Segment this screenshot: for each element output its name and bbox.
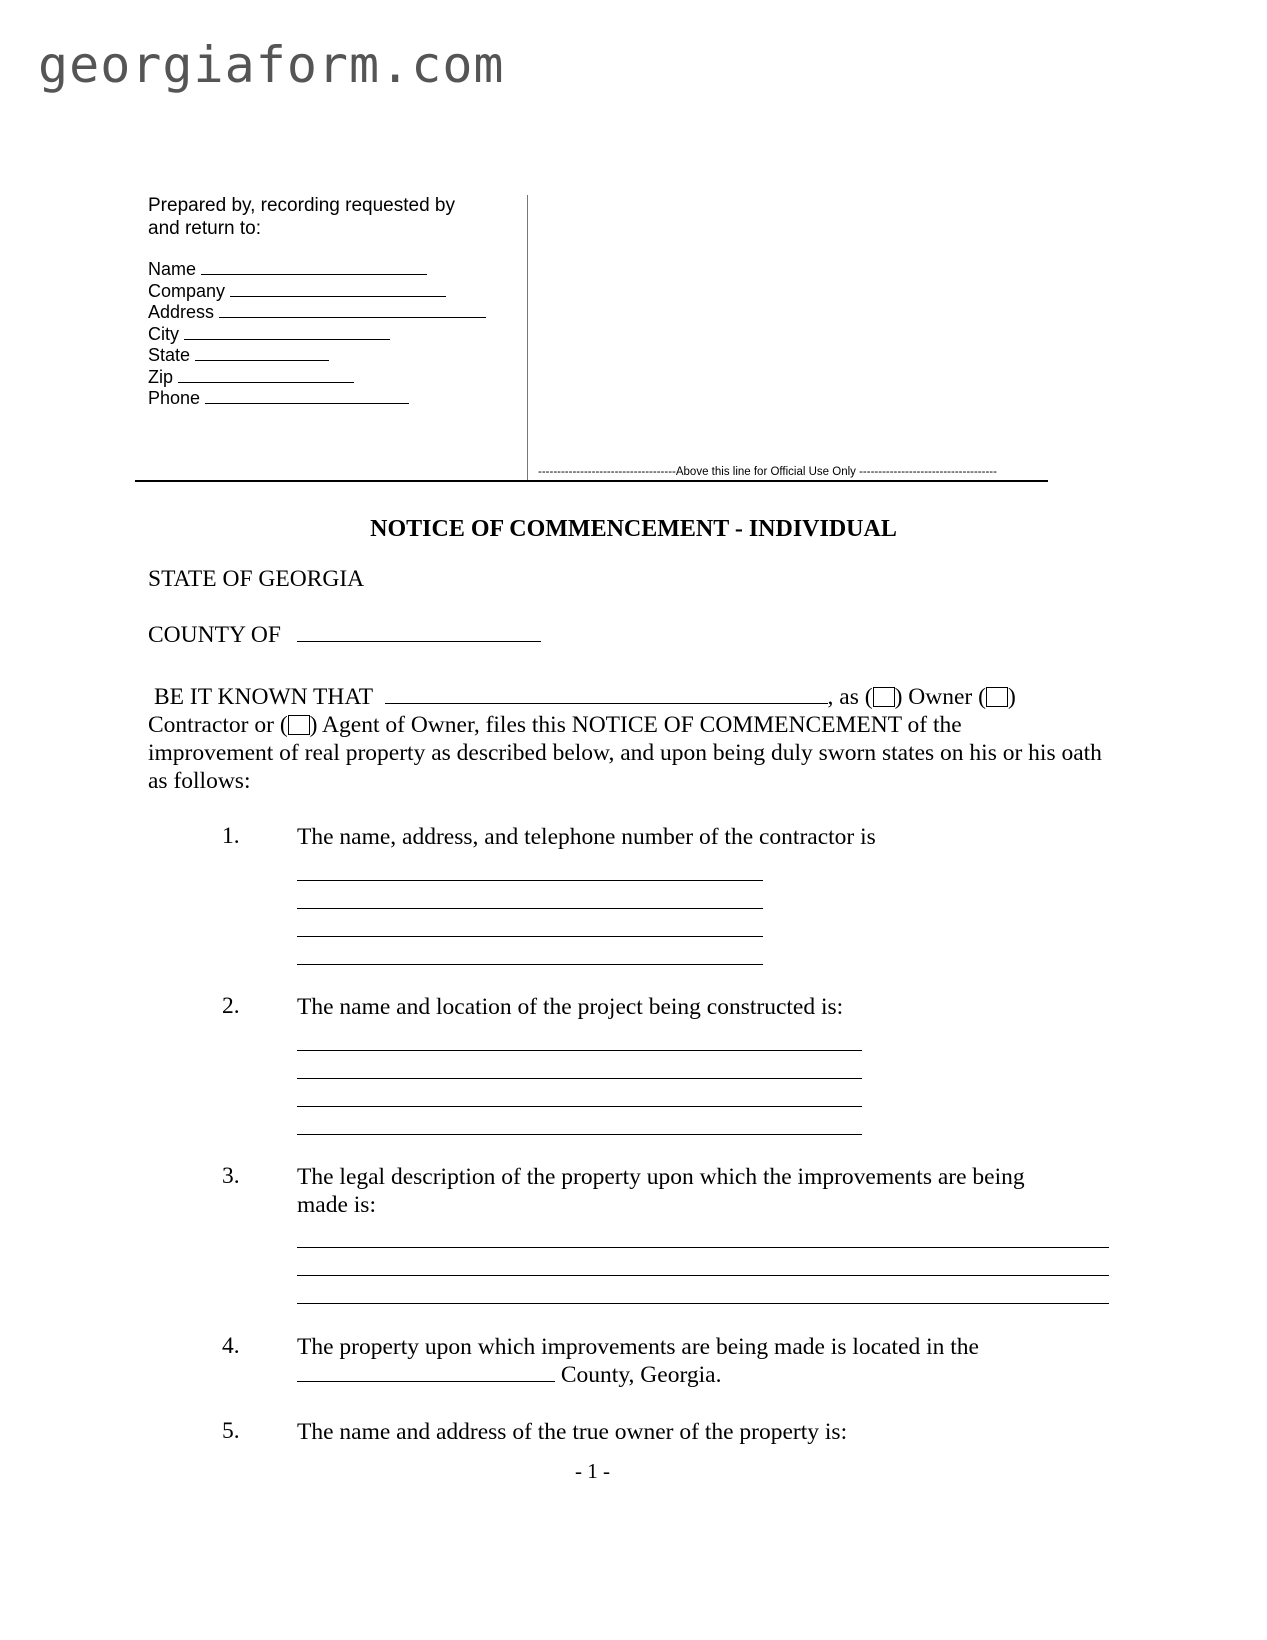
prepared-by-line1: Prepared by, recording requested by xyxy=(148,195,455,216)
owner-checkbox[interactable] xyxy=(873,687,895,707)
as-text: , as ( xyxy=(827,684,873,710)
item-5-text: The name and address of the true owner of the property is: xyxy=(297,1419,848,1445)
project-line-1[interactable] xyxy=(297,1050,862,1051)
project-line-2[interactable] xyxy=(297,1078,862,1079)
zip-blank[interactable] xyxy=(178,367,354,383)
prepared-by-line2: and return to: xyxy=(148,218,262,239)
project-line-3[interactable] xyxy=(297,1106,862,1107)
page-number: - 1 - xyxy=(575,1459,610,1483)
phone-blank[interactable] xyxy=(205,388,409,404)
contractor-checkbox[interactable] xyxy=(986,687,1008,707)
prepared-by-block xyxy=(148,194,518,410)
agent-text: ) Agent of Owner, files this NOTICE OF COMMENCEMENT of the xyxy=(309,712,962,738)
be-it-known-paragraph xyxy=(148,683,1118,795)
state-label: State xyxy=(148,345,191,365)
item-2-number: 2. xyxy=(222,993,240,1019)
item-3-number: 3. xyxy=(222,1163,240,1189)
item-4-suffix: County, Georgia. xyxy=(560,1362,722,1388)
name-blank[interactable] xyxy=(201,259,427,275)
county-blank[interactable] xyxy=(297,641,541,642)
city-blank[interactable] xyxy=(184,324,390,340)
item-2-text: The name and location of the project being constructed is: xyxy=(297,994,844,1020)
zip-label: Zip xyxy=(148,366,174,387)
item-3-text: The legal description of the property upon which the improvements are being made is: xyxy=(297,1164,1025,1218)
address-blank[interactable] xyxy=(219,302,486,318)
filer-name-blank[interactable] xyxy=(385,703,828,704)
document-title: NOTICE OF COMMENCEMENT - INDIVIDUAL xyxy=(370,516,897,542)
contractor-line-2[interactable] xyxy=(297,908,763,909)
official-use-note: ------------------------------------Above this line for Official Use Only ------------------------------------ xyxy=(538,466,997,478)
paragraph-rest: improvement of real property as described below, and upon being duly sworn states on his or his oath as follows: xyxy=(148,740,1102,794)
address-label: Address xyxy=(148,302,215,322)
name-field[interactable] xyxy=(148,259,518,281)
county-line xyxy=(148,622,541,649)
phone-field[interactable] xyxy=(148,388,518,410)
agent-checkbox[interactable] xyxy=(288,715,310,735)
be-it-known-lead: BE IT KNOWN THAT xyxy=(154,684,373,710)
owner-text: ) Owner ( xyxy=(894,684,986,710)
county-label: COUNTY OF xyxy=(148,622,281,648)
item-4-text: The property upon which improvements are being made is located in the xyxy=(297,1334,979,1360)
contractor-line-3[interactable] xyxy=(297,936,763,937)
company-field[interactable] xyxy=(148,281,518,303)
phone-label: Phone xyxy=(148,388,201,408)
property-county-blank[interactable] xyxy=(297,1381,555,1382)
project-line-4[interactable] xyxy=(297,1134,862,1135)
city-label: City xyxy=(148,323,179,344)
company-blank[interactable] xyxy=(230,281,446,297)
state-field[interactable] xyxy=(148,345,518,367)
state-heading: STATE OF GEORGIA xyxy=(148,566,365,592)
item-4-county-line xyxy=(297,1361,721,1389)
name-label: Name xyxy=(148,259,197,279)
legal-line-1[interactable] xyxy=(297,1247,1109,1248)
company-label: Company xyxy=(148,280,226,301)
contractor-line-4[interactable] xyxy=(297,964,763,965)
city-field[interactable] xyxy=(148,324,518,346)
legal-line-3[interactable] xyxy=(297,1303,1109,1304)
item-1-number: 1. xyxy=(222,823,240,849)
state-blank[interactable] xyxy=(195,345,329,361)
contractor-or-text: Contractor or ( xyxy=(148,712,288,738)
close-paren: ) xyxy=(1007,684,1016,710)
horizontal-divider xyxy=(135,480,1048,482)
address-field[interactable] xyxy=(148,302,518,324)
vertical-divider xyxy=(527,195,528,480)
item-1-text: The name, address, and telephone number of the contractor is xyxy=(297,824,876,850)
item-5-number: 5. xyxy=(222,1418,240,1444)
watermark: georgiaform.com xyxy=(38,36,505,94)
contractor-line-1[interactable] xyxy=(297,880,763,881)
legal-line-2[interactable] xyxy=(297,1275,1109,1276)
zip-field[interactable] xyxy=(148,367,518,389)
item-4-number: 4. xyxy=(222,1333,240,1359)
